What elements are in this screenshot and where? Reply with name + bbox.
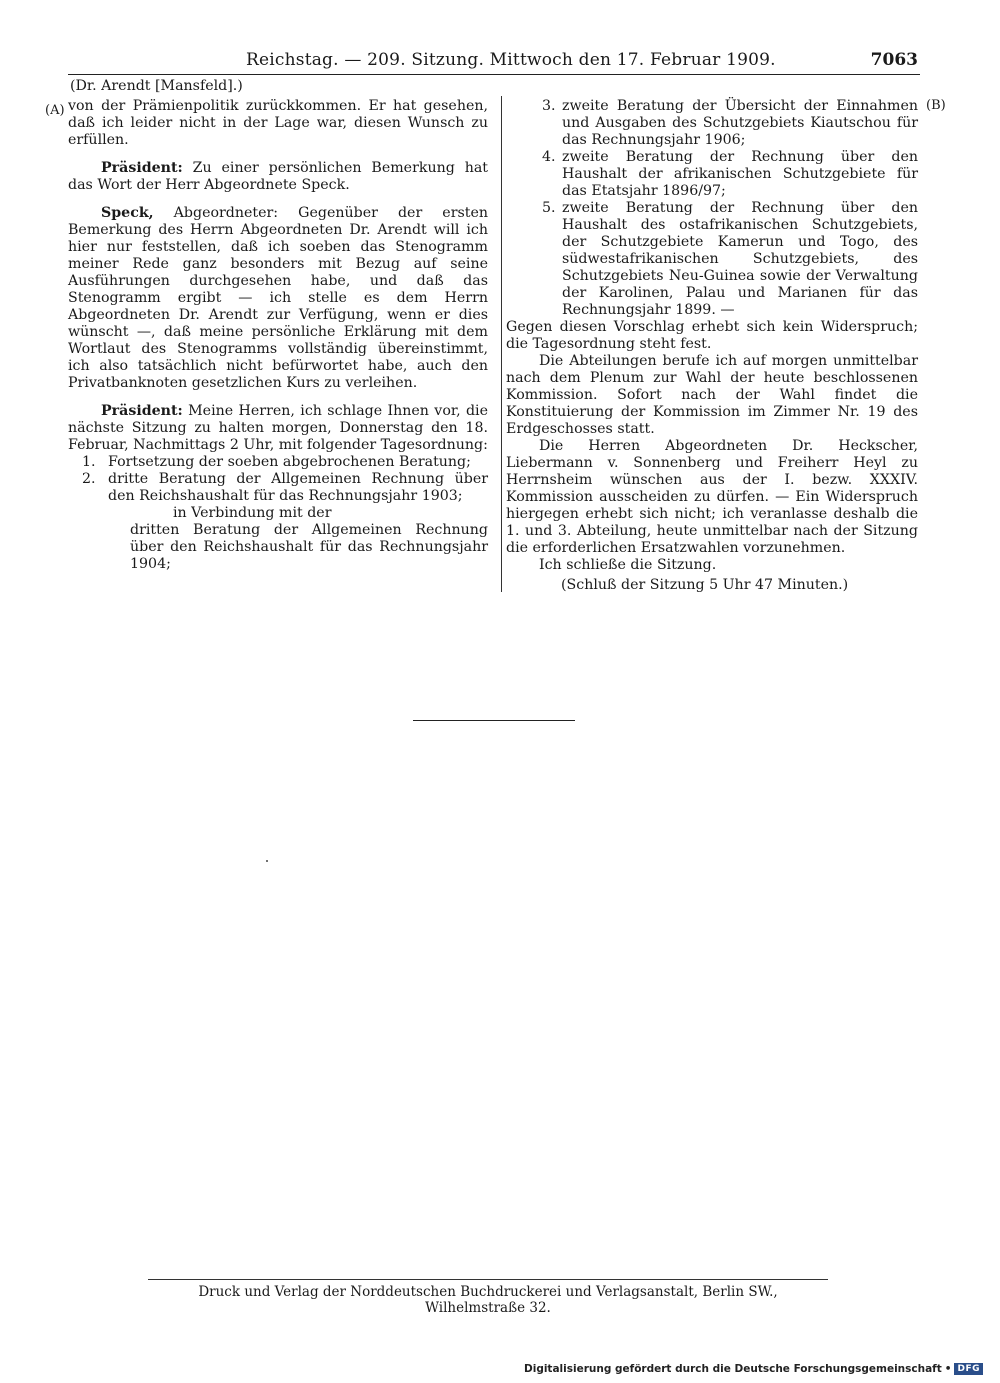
- speaker-reference: (Dr. Arendt [Mansfeld].): [70, 78, 243, 94]
- digitization-credit: Digitalisierung gefördert durch die Deutsche Forschungsgemeinschaft • DFG: [524, 1363, 983, 1375]
- list-item: 3. zweite Beratung der Übersicht der Einnahmen und Ausgaben des Schutzgebiets Kiautschou für das Rechnungsjahr 1906;: [542, 98, 918, 148]
- speck: [266, 860, 268, 862]
- agenda-list: [68, 454, 488, 573]
- speaker-name: Präsident:: [101, 403, 183, 419]
- list-continuation: dritten Beratung der Allgemeinen Rechnung über den Reichshaushalt für das Rechnungsjahr 1904;: [130, 522, 488, 572]
- paragraph: Ich schließe die Sitzung.: [539, 557, 717, 573]
- paragraph: Gegen diesen Vorschlag erhebt sich kein Widerspruch; die Tagesordnung steht fest.: [506, 319, 918, 352]
- column-divider: [501, 96, 502, 592]
- footer-rule: [148, 1279, 828, 1280]
- left-column: [68, 78, 488, 573]
- paragraph: Die Herren Abgeordneten Dr. Heckscher, Liebermann v. Sonnenberg und Freiherr Heyl zu Herrnsheim wünschen aus der I. bezw. XXXIV. Kommission ausscheiden zu dürfen. — Ein Widerspruch hiergegen erhebt sich nicht; ich veranlasse deshalb die 1. und 3. Abteilung, heute unmittelbar nach der Sitzung die erforderlichen Ersatzwahlen vorzunehmen.: [506, 438, 918, 556]
- list-item: 1. Fortsetzung der soeben abgebrochenen Beratung;: [82, 454, 471, 470]
- page-number: 7063: [870, 50, 918, 70]
- list-item: 2. dritte Beratung der Allgemeinen Rechnung über den Reichshaushalt für das Rechnungsjahr 1903;: [82, 471, 488, 504]
- right-column: [506, 98, 918, 594]
- imprint: Druck und Verlag der Norddeutschen Buchdruckerei und Verlagsanstalt, Berlin SW., Wilhelmstraße 32.: [198, 1284, 778, 1316]
- section-end-rule: [413, 720, 575, 721]
- list-connector: in Verbindung mit der: [173, 505, 332, 521]
- margin-marker-b: (B): [926, 98, 946, 113]
- paragraph: Speck, Abgeordneter: Gegenüber der ersten Bemerkung des Herrn Abgeordneten Dr. Arendt will ich hier nur feststellen, daß ich soeben das Stenogramm meiner Rede ganz besonders mit Bezug auf seine Ausführungen durchgesehen habe, und daß das Stenogramm ergibt — ich stelle es dem Herrn Abgeordneten Dr. Arendt zur Verfügung, wenn er dies wünscht —, daß meine persönliche Erklärung mit dem Wortlaut des Stenogramms vollständig übereinstimmt, ich also tatsächlich nicht befürwortet habe, auch den Privatbanknoten gesetzlichen Kurs zu verleihen.: [68, 205, 488, 391]
- speaker-name: Speck,: [101, 205, 154, 221]
- running-title: Reichstag. — 209. Sitzung. Mittwoch den 17. Februar 1909.: [246, 50, 776, 70]
- dfg-logo-icon: DFG: [954, 1363, 983, 1375]
- paragraph: Präsident: Zu einer persönlichen Bemerkung hat das Wort der Herr Abgeordnete Speck.: [68, 160, 488, 193]
- speaker-name: Präsident:: [101, 160, 183, 176]
- paragraph: Die Abteilungen berufe ich auf morgen unmittelbar nach dem Plenum zur Wahl der heute beschlossenen Kommission. Sofort nach der Wahl findet die Konstituierung der Kommission im Zimmer Nr. 19 des Erdgeschosses statt.: [506, 353, 918, 437]
- page-header: [68, 50, 918, 74]
- digitization-note: Digitalisierung gefördert durch die Deutsche Forschungsgemeinschaft: [524, 1363, 942, 1375]
- paragraph: von der Prämienpolitik zurückkommen. Er hat gesehen, daß ich leider nicht in der Lage war, diesen Wunsch zu erfüllen.: [68, 98, 488, 148]
- closing-note: (Schluß der Sitzung 5 Uhr 47 Minuten.): [561, 577, 849, 593]
- agenda-list-continued: [506, 98, 918, 319]
- header-rule: [68, 74, 920, 75]
- list-item: 5. zweite Beratung der Rechnung über den Haushalt des ostafrikanischen Schutzgebiets, der Schutzgebiete Kamerun und Togo, des südwestafrikanischen Schutzgebiets, des Schutzgebiets Neu-Guinea sowie der Verwaltung der Karolinen, Palau und Marianen für das Rechnungsjahr 1899. —: [542, 200, 918, 318]
- list-item: 4. zweite Beratung der Rechnung über den Haushalt der afrikanischen Schutzgebiete für das Etatsjahr 1896/97;: [542, 149, 918, 199]
- paragraph: Präsident: Meine Herren, ich schlage Ihnen vor, die nächste Sitzung zu halten morgen, Donnerstag den 18. Februar, Nachmittags 2 Uhr, mit folgender Tagesordnung:: [68, 403, 488, 453]
- margin-marker-a: (A): [45, 103, 65, 118]
